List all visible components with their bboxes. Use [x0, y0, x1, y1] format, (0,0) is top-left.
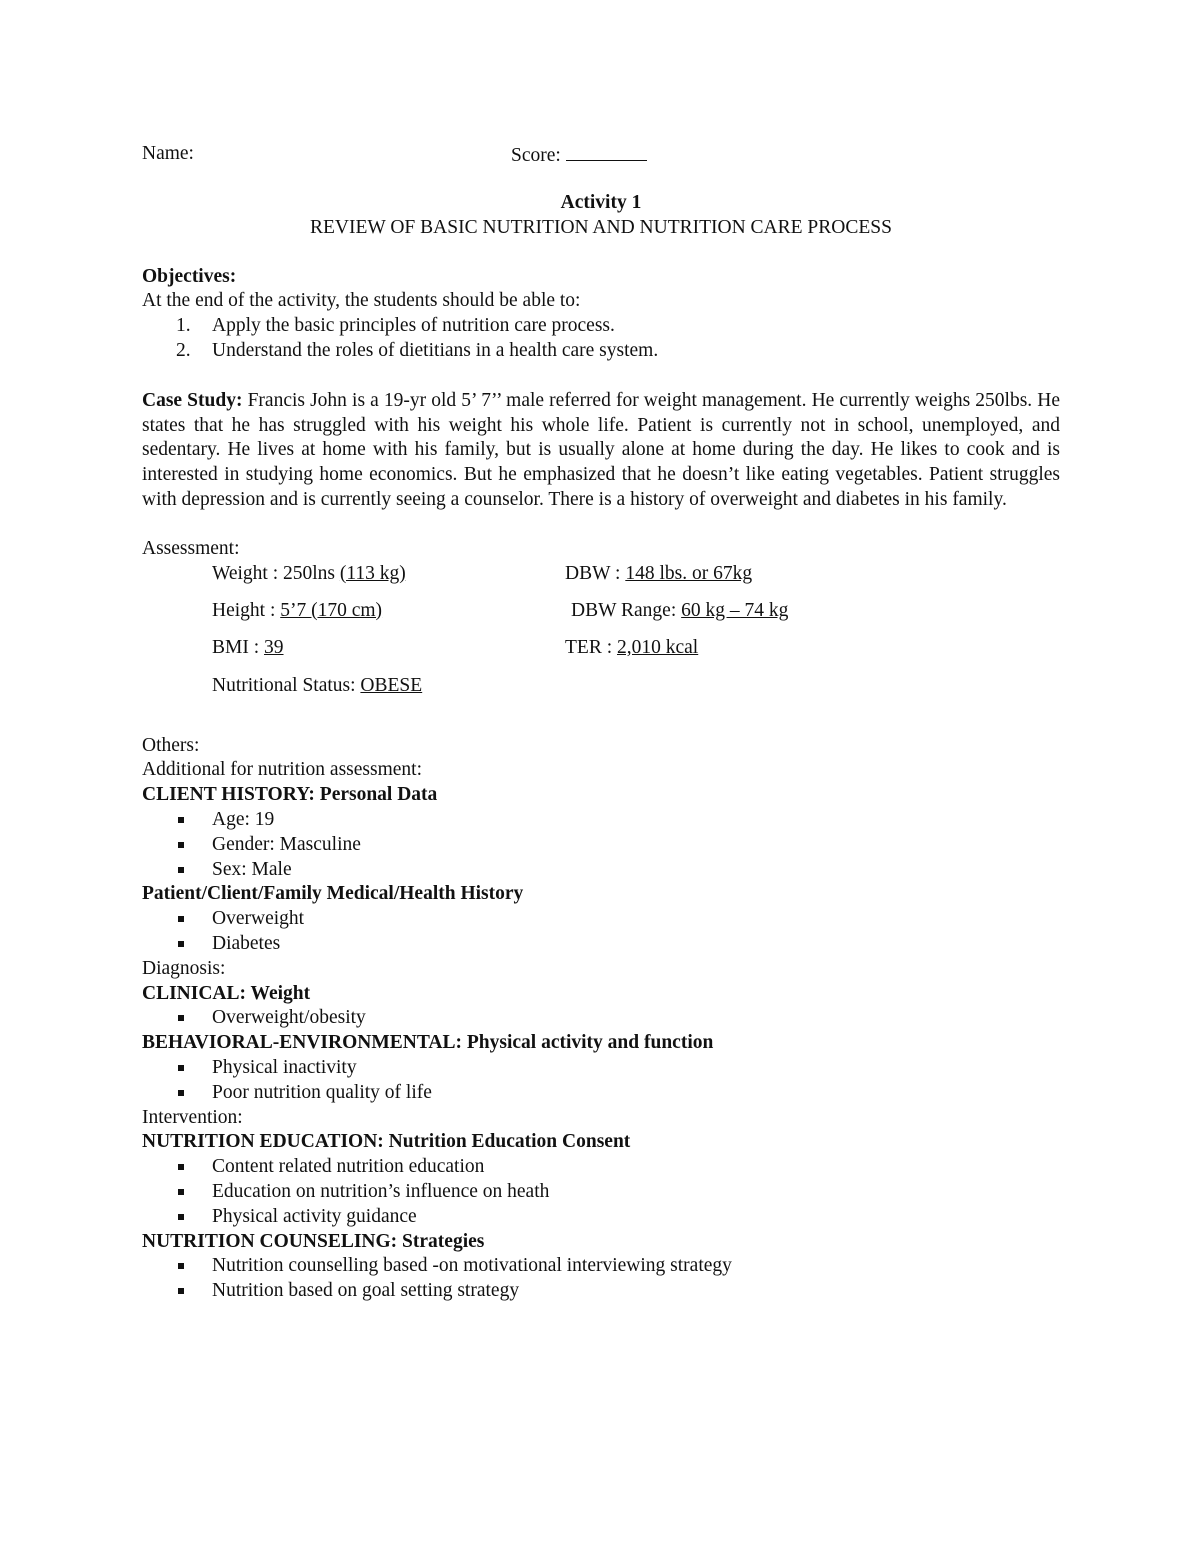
square-bullet-icon	[178, 1164, 184, 1170]
intervention-label: Intervention:	[142, 1106, 243, 1128]
nutritional-status-value: OBESE	[360, 674, 423, 696]
assessment-section	[142, 537, 1060, 712]
others-label: Others:	[142, 734, 200, 756]
bmi-entry	[212, 636, 284, 661]
assessment-grid	[142, 562, 1060, 712]
nutritional-status-entry	[212, 674, 422, 699]
height-entry	[212, 599, 382, 624]
case-study-paragraph	[142, 389, 1060, 513]
case-study-text: Francis John is a 19-yr old 5’ 7’’ male referred for weight management. He currently weighs 250lbs. He states that he has struggled with his weight his whole life. Patient is currently not in school, unemployed, and sedentary. He lives at home with his family, but is usually alone at home during the day. He likes to cook and is interested in studying home economics. But he emphasized that he doesn’t like eating vegetables. Patient struggles with depression and is currently seeing a counselor. There is a history of overweight and diabetes in his family.	[142, 389, 1060, 510]
bmi-label: BMI :	[212, 636, 265, 658]
objectives-section	[142, 265, 1060, 364]
dbw-value: 148 lbs. or 67kg	[625, 562, 753, 584]
list-item	[142, 1006, 1060, 1031]
ter-label: TER :	[565, 636, 617, 658]
counseling-prefix: NUTRITION COUNSELING:	[142, 1230, 403, 1252]
list-item	[142, 808, 1060, 833]
height-label: Height :	[212, 599, 281, 621]
list-item	[142, 1081, 1060, 1106]
objective-text: Understand the roles of dietitians in a health care system.	[212, 339, 659, 361]
activity-title: Activity 1	[560, 192, 642, 213]
client-history-prefix: CLIENT HISTORY:	[142, 784, 320, 806]
square-bullet-icon	[178, 842, 184, 848]
list-item-text: Education on nutrition’s influence on heath	[212, 1180, 550, 1202]
list-item-text: Age: 19	[212, 808, 275, 830]
list-item	[142, 1155, 1060, 1180]
medical-history-heading: Patient/Client/Family Medical/Health History	[142, 883, 524, 905]
objective-number: 2.	[176, 339, 191, 361]
list-item	[142, 907, 1060, 932]
list-item-text: Nutrition counselling based -on motivational interviewing strategy	[212, 1255, 732, 1277]
list-item-text: Overweight	[212, 908, 305, 930]
list-item-text: Physical activity guidance	[212, 1205, 417, 1227]
list-item-text: Physical inactivity	[212, 1056, 357, 1078]
behavioral-list	[142, 1056, 1060, 1106]
square-bullet-icon	[178, 1214, 184, 1220]
diagnosis-label: Diagnosis:	[142, 957, 226, 979]
height-value: 5’7 (170 cm)	[280, 599, 383, 621]
case-study-label: Case Study:	[142, 389, 243, 411]
counseling-heading	[142, 1230, 1060, 1255]
square-bullet-icon	[178, 916, 184, 922]
weight-value: (113 kg)	[339, 562, 406, 584]
clinical-suffix: Weight	[250, 982, 311, 1004]
square-bullet-icon	[178, 1015, 184, 1021]
behavioral-heading	[142, 1031, 1060, 1056]
list-item	[142, 1056, 1060, 1081]
document-page	[142, 142, 1060, 1304]
bmi-value: 39	[264, 636, 284, 658]
score-label: Score:	[511, 145, 566, 166]
objective-item	[142, 314, 1060, 339]
square-bullet-icon	[178, 1090, 184, 1096]
objective-number: 1.	[176, 315, 191, 337]
client-history-suffix: Personal Data	[319, 784, 438, 806]
header-line	[142, 142, 1060, 167]
objective-item	[142, 339, 1060, 364]
clinical-heading	[142, 982, 1060, 1007]
education-heading	[142, 1130, 1060, 1155]
behavioral-prefix: BEHAVIORAL-ENVIRONMENTAL:	[142, 1032, 467, 1054]
list-item-text: Overweight/obesity	[212, 1007, 366, 1029]
nutritional-status-label: Nutritional Status:	[212, 674, 361, 696]
weight-entry	[212, 562, 406, 587]
list-item	[142, 1205, 1060, 1230]
square-bullet-icon	[178, 1263, 184, 1269]
ter-entry	[565, 636, 698, 661]
list-item	[142, 833, 1060, 858]
square-bullet-icon	[178, 1065, 184, 1071]
square-bullet-icon	[178, 867, 184, 873]
education-prefix: NUTRITION EDUCATION:	[142, 1131, 389, 1153]
counseling-suffix: Strategies	[402, 1230, 485, 1252]
education-list	[142, 1155, 1060, 1229]
dbw-range-label: DBW Range:	[571, 599, 682, 621]
square-bullet-icon	[178, 1189, 184, 1195]
list-item	[142, 1279, 1060, 1304]
objectives-intro: At the end of the activity, the students should be able to:	[142, 290, 581, 312]
dbw-label: DBW :	[565, 562, 626, 584]
list-item-text: Content related nutrition education	[212, 1156, 485, 1178]
score-field	[511, 142, 647, 169]
objectives-heading: Objectives:	[142, 265, 237, 287]
square-bullet-icon	[178, 941, 184, 947]
additional-label: Additional for nutrition assessment:	[142, 759, 423, 781]
list-item-text: Sex: Male	[212, 858, 292, 880]
clinical-list	[142, 1006, 1060, 1031]
list-item-text: Poor nutrition quality of life	[212, 1081, 432, 1103]
list-item-text: Gender: Masculine	[212, 833, 361, 855]
list-item	[142, 1180, 1060, 1205]
dbw-range-entry	[571, 599, 788, 624]
ter-value: 2,010 kcal	[617, 636, 699, 658]
square-bullet-icon	[178, 817, 184, 823]
activity-subtitle: REVIEW OF BASIC NUTRITION AND NUTRITION CARE PROCESS	[310, 216, 892, 238]
education-suffix: Nutrition Education Consent	[388, 1131, 631, 1153]
weight-label: Weight : 250lns	[212, 562, 340, 584]
assessment-label: Assessment:	[142, 537, 240, 559]
list-item	[142, 932, 1060, 957]
score-blank[interactable]	[566, 142, 647, 161]
list-item-text: Diabetes	[212, 932, 281, 954]
others-section	[142, 734, 1060, 1304]
name-label: Name:	[142, 143, 194, 164]
client-history-heading	[142, 783, 1060, 808]
medical-history-list	[142, 907, 1060, 957]
dbw-range-value: 60 kg – 74 kg	[681, 599, 789, 621]
list-item	[142, 1254, 1060, 1279]
clinical-prefix: CLINICAL:	[142, 982, 251, 1004]
list-item-text: Nutrition based on goal setting strategy	[212, 1280, 520, 1302]
counseling-list	[142, 1254, 1060, 1304]
personal-data-list	[142, 808, 1060, 882]
square-bullet-icon	[178, 1288, 184, 1294]
list-item	[142, 858, 1060, 883]
objectives-list	[142, 314, 1060, 364]
behavioral-suffix: Physical activity and function	[466, 1032, 714, 1054]
objective-text: Apply the basic principles of nutrition care process.	[212, 315, 615, 337]
dbw-entry	[565, 562, 752, 587]
